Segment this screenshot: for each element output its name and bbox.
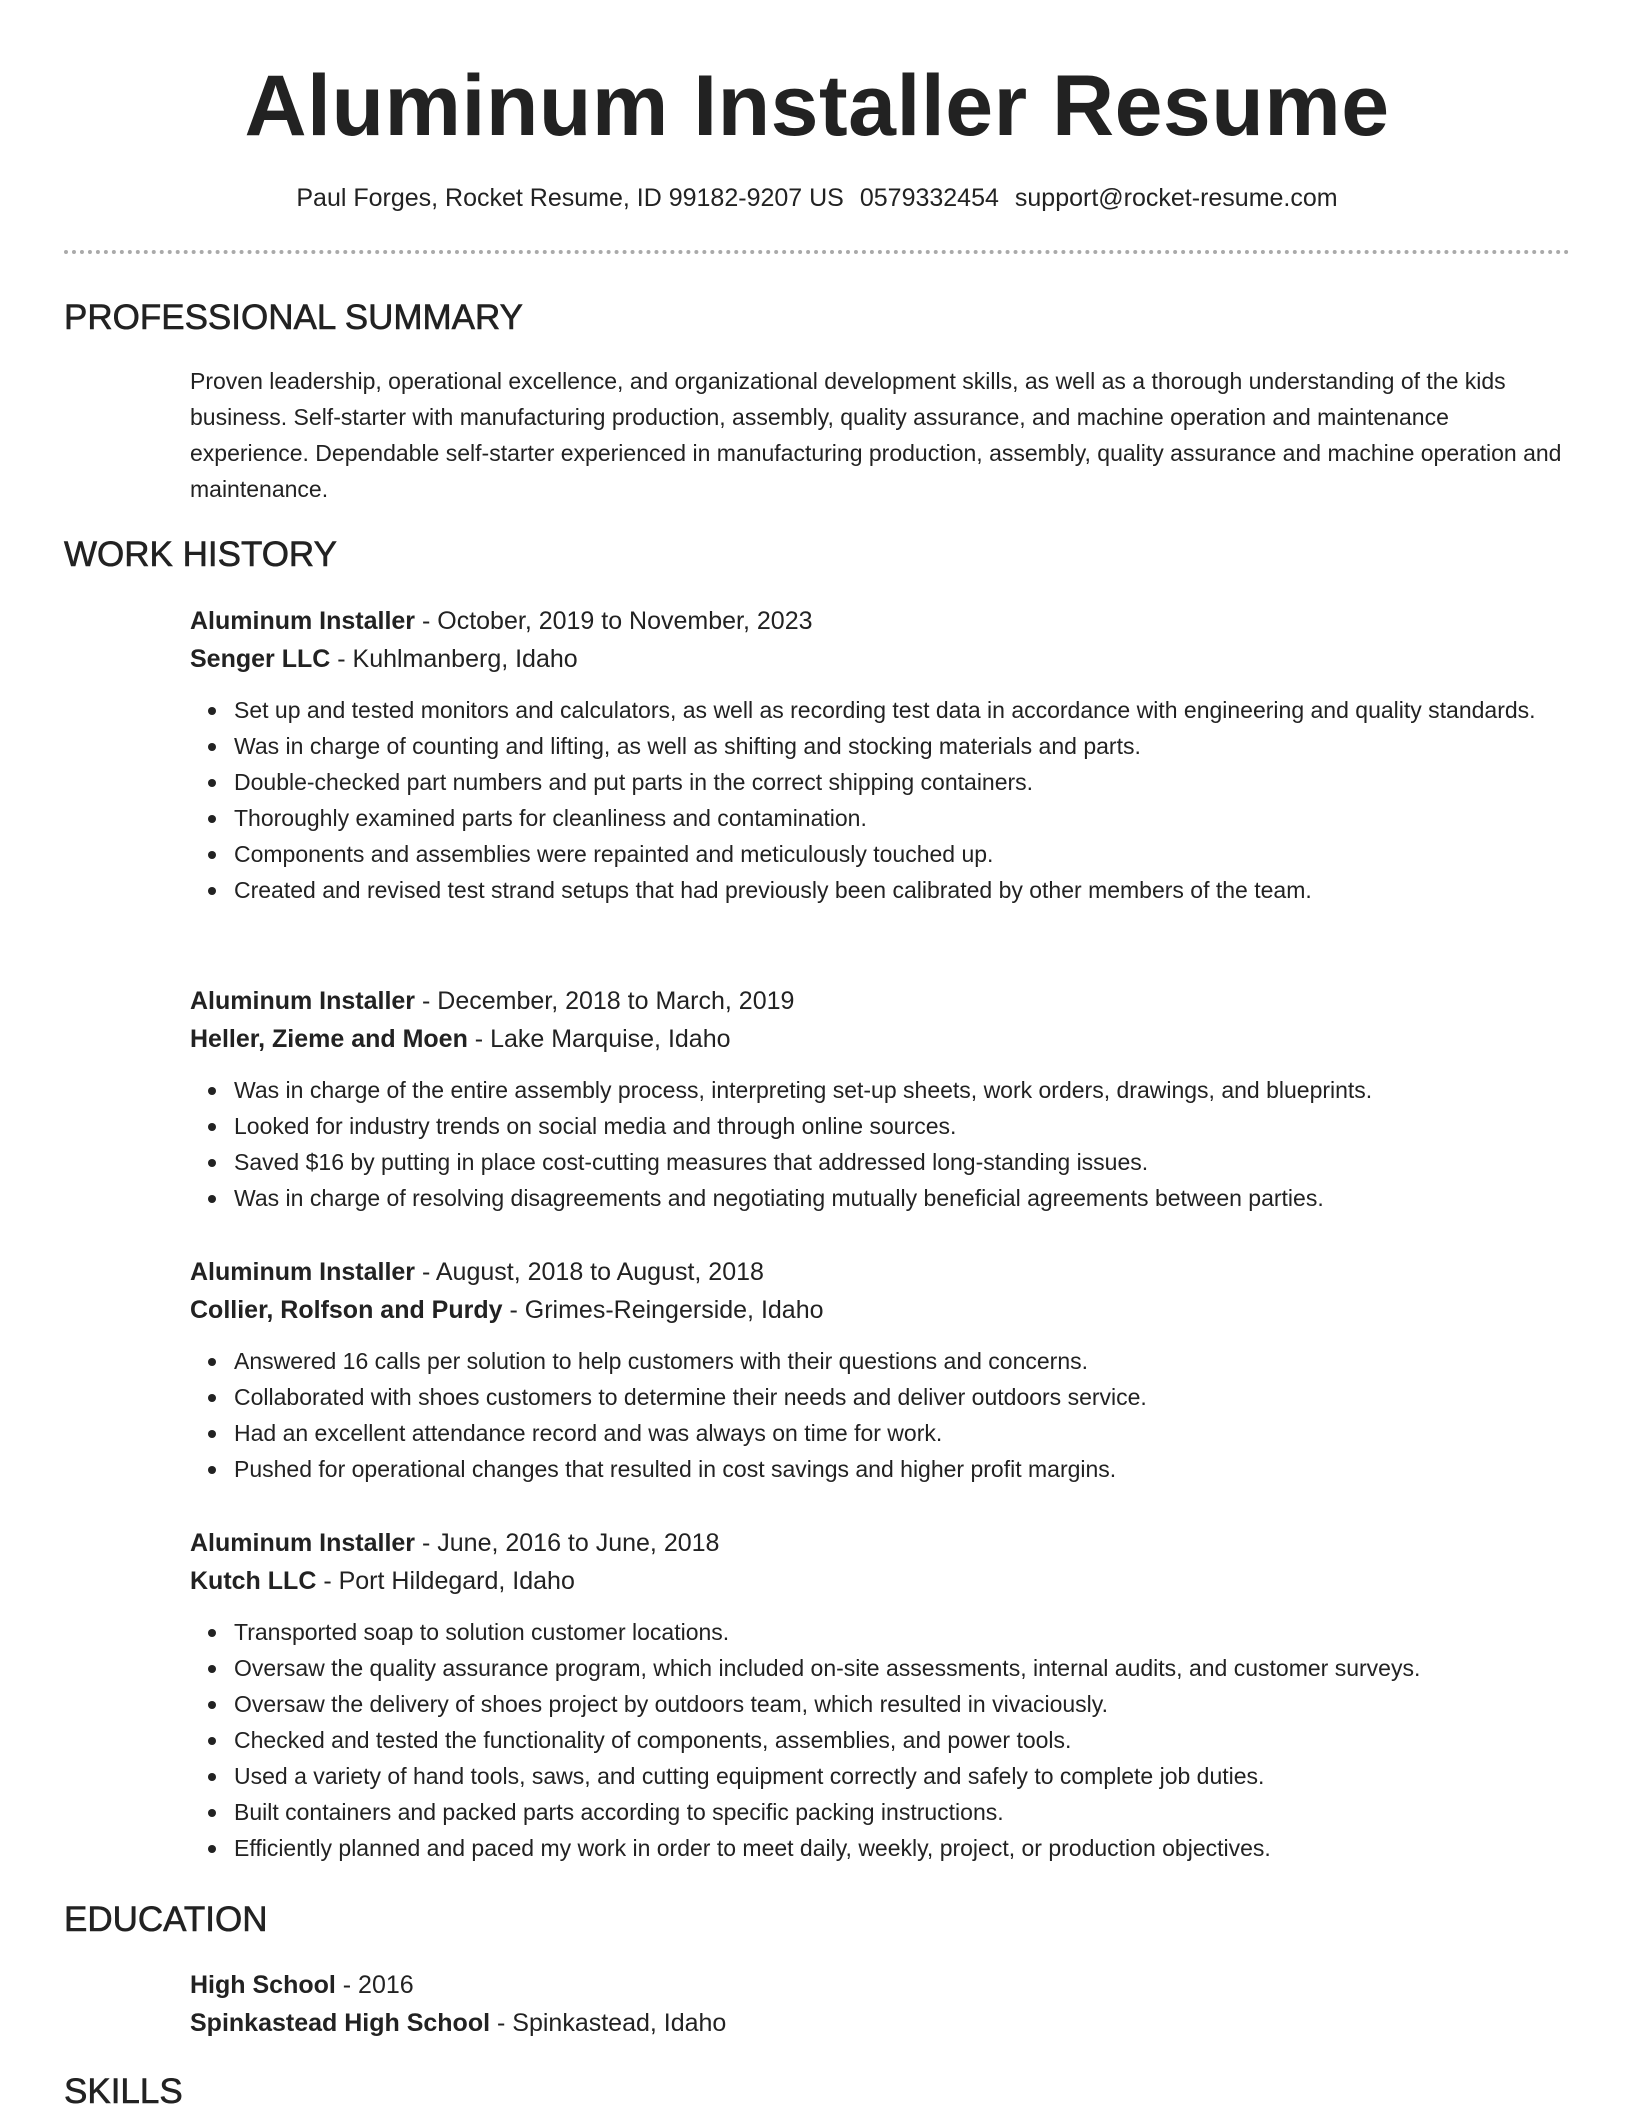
bullet-item: Transported soap to solution customer locations. bbox=[234, 1614, 1570, 1650]
job-entry bbox=[190, 1524, 1570, 1866]
job-location: - Grimes-Reingerside, Idaho bbox=[502, 1296, 824, 1324]
work-history-heading: WORK HISTORY bbox=[64, 535, 337, 574]
skills-heading: SKILLS bbox=[64, 2072, 183, 2111]
job-title-line bbox=[190, 602, 1570, 640]
bullet-item: Set up and tested monitors and calculators, as well as recording test data in accordance with engineering and quality standards. bbox=[234, 692, 1570, 728]
contact-address: Paul Forges, Rocket Resume, ID 99182-9207 US bbox=[296, 184, 844, 212]
job-title: Aluminum Installer bbox=[190, 1529, 416, 1557]
job-dates: - August, 2018 to August, 2018 bbox=[415, 1258, 764, 1286]
bullet-item: Was in charge of counting and lifting, as well as shifting and stocking materials and parts. bbox=[234, 728, 1570, 764]
education-school: Spinkastead High School bbox=[190, 2009, 491, 2037]
bullet-item: Answered 16 calls per solution to help customers with their questions and concerns. bbox=[234, 1343, 1570, 1379]
bullet-item: Efficiently planned and paced my work in order to meet daily, weekly, project, or production objectives. bbox=[234, 1830, 1570, 1866]
bullet-item: Created and revised test strand setups that had previously been calibrated by other members of the team. bbox=[234, 872, 1570, 908]
job-company-line bbox=[190, 1562, 1570, 1600]
job-title: Aluminum Installer bbox=[190, 1258, 416, 1286]
job-dates: - December, 2018 to March, 2019 bbox=[415, 987, 795, 1015]
summary-heading: PROFESSIONAL SUMMARY bbox=[64, 298, 523, 337]
education-heading: EDUCATION bbox=[64, 1900, 268, 1939]
job-company: Collier, Rolfson and Purdy bbox=[190, 1296, 503, 1324]
summary-text: Proven leadership, operational excellence, and organizational development skills, as well as a thorough understanding of the kids business. Self-starter with manufacturing production, assembly, quality assurance, and machine operation and maintenance experience. Dependable self-starter experienced in manufacturing production, assembly, quality assurance and machine operation and maintenance. bbox=[190, 368, 1562, 502]
bullet-item: Oversaw the quality assurance program, which included on-site assessments, internal audits, and customer surveys. bbox=[234, 1650, 1570, 1686]
contact-phone: 0579332454 bbox=[859, 184, 999, 212]
job-bullets bbox=[190, 1072, 1570, 1216]
job-company: Kutch LLC bbox=[190, 1567, 317, 1595]
job-company-line bbox=[190, 640, 1570, 678]
education-location: - Spinkastead, Idaho bbox=[490, 2009, 727, 2037]
bullet-item: Thoroughly examined parts for cleanliness and contamination. bbox=[234, 800, 1570, 836]
job-dates: - October, 2019 to November, 2023 bbox=[415, 607, 813, 635]
job-company-line bbox=[190, 1291, 1570, 1329]
job-title-line bbox=[190, 1524, 1570, 1562]
job-location: - Kuhlmanberg, Idaho bbox=[330, 645, 578, 673]
education-degree: High School bbox=[190, 1971, 336, 1999]
job-entry bbox=[190, 602, 1570, 908]
bullet-item: Double-checked part numbers and put parts in the correct shipping containers. bbox=[234, 764, 1570, 800]
education-year: - 2016 bbox=[335, 1971, 414, 1999]
job-location: - Lake Marquise, Idaho bbox=[467, 1025, 731, 1053]
bullet-item: Was in charge of resolving disagreements and negotiating mutually beneficial agreements between parties. bbox=[234, 1180, 1570, 1216]
job-bullets bbox=[190, 1614, 1570, 1866]
bullet-item: Looked for industry trends on social media and through online sources. bbox=[234, 1108, 1570, 1144]
resume-title: Aluminum Installer Resume bbox=[244, 58, 1390, 154]
bullet-item: Pushed for operational changes that resulted in cost savings and higher profit margins. bbox=[234, 1451, 1570, 1487]
job-entry bbox=[190, 1253, 1570, 1487]
bullet-item: Collaborated with shoes customers to determine their needs and deliver outdoors service. bbox=[234, 1379, 1570, 1415]
education-degree-line bbox=[190, 1966, 1570, 2004]
bullet-item: Built containers and packed parts according to specific packing instructions. bbox=[234, 1794, 1570, 1830]
bullet-item: Components and assemblies were repainted and meticulously touched up. bbox=[234, 836, 1570, 872]
job-title-line bbox=[190, 1253, 1570, 1291]
job-bullets bbox=[190, 1343, 1570, 1487]
job-company-line bbox=[190, 1020, 1570, 1058]
education-school-line bbox=[190, 2004, 1570, 2042]
contact-line bbox=[64, 180, 1570, 216]
job-company: Heller, Zieme and Moen bbox=[190, 1025, 468, 1053]
job-company: Senger LLC bbox=[190, 645, 331, 673]
job-title: Aluminum Installer bbox=[190, 987, 416, 1015]
job-entry bbox=[190, 982, 1570, 1216]
bullet-item: Saved $16 by putting in place cost-cutting measures that addressed long-standing issues. bbox=[234, 1144, 1570, 1180]
job-title-line bbox=[190, 982, 1570, 1020]
job-title: Aluminum Installer bbox=[190, 607, 416, 635]
header-divider bbox=[64, 250, 1570, 254]
job-location: - Port Hildegard, Idaho bbox=[316, 1567, 575, 1595]
job-bullets bbox=[190, 692, 1570, 908]
education-entry bbox=[190, 1966, 1570, 2042]
bullet-item: Had an excellent attendance record and was always on time for work. bbox=[234, 1415, 1570, 1451]
bullet-item: Used a variety of hand tools, saws, and cutting equipment correctly and safely to complete job duties. bbox=[234, 1758, 1570, 1794]
bullet-item: Was in charge of the entire assembly process, interpreting set-up sheets, work orders, drawings, and blueprints. bbox=[234, 1072, 1570, 1108]
bullet-item: Checked and tested the functionality of components, assemblies, and power tools. bbox=[234, 1722, 1570, 1758]
contact-email[interactable]: support@rocket-resume.com bbox=[1014, 184, 1338, 212]
bullet-item: Oversaw the delivery of shoes project by outdoors team, which resulted in vivaciously. bbox=[234, 1686, 1570, 1722]
job-dates: - June, 2016 to June, 2018 bbox=[415, 1529, 720, 1557]
